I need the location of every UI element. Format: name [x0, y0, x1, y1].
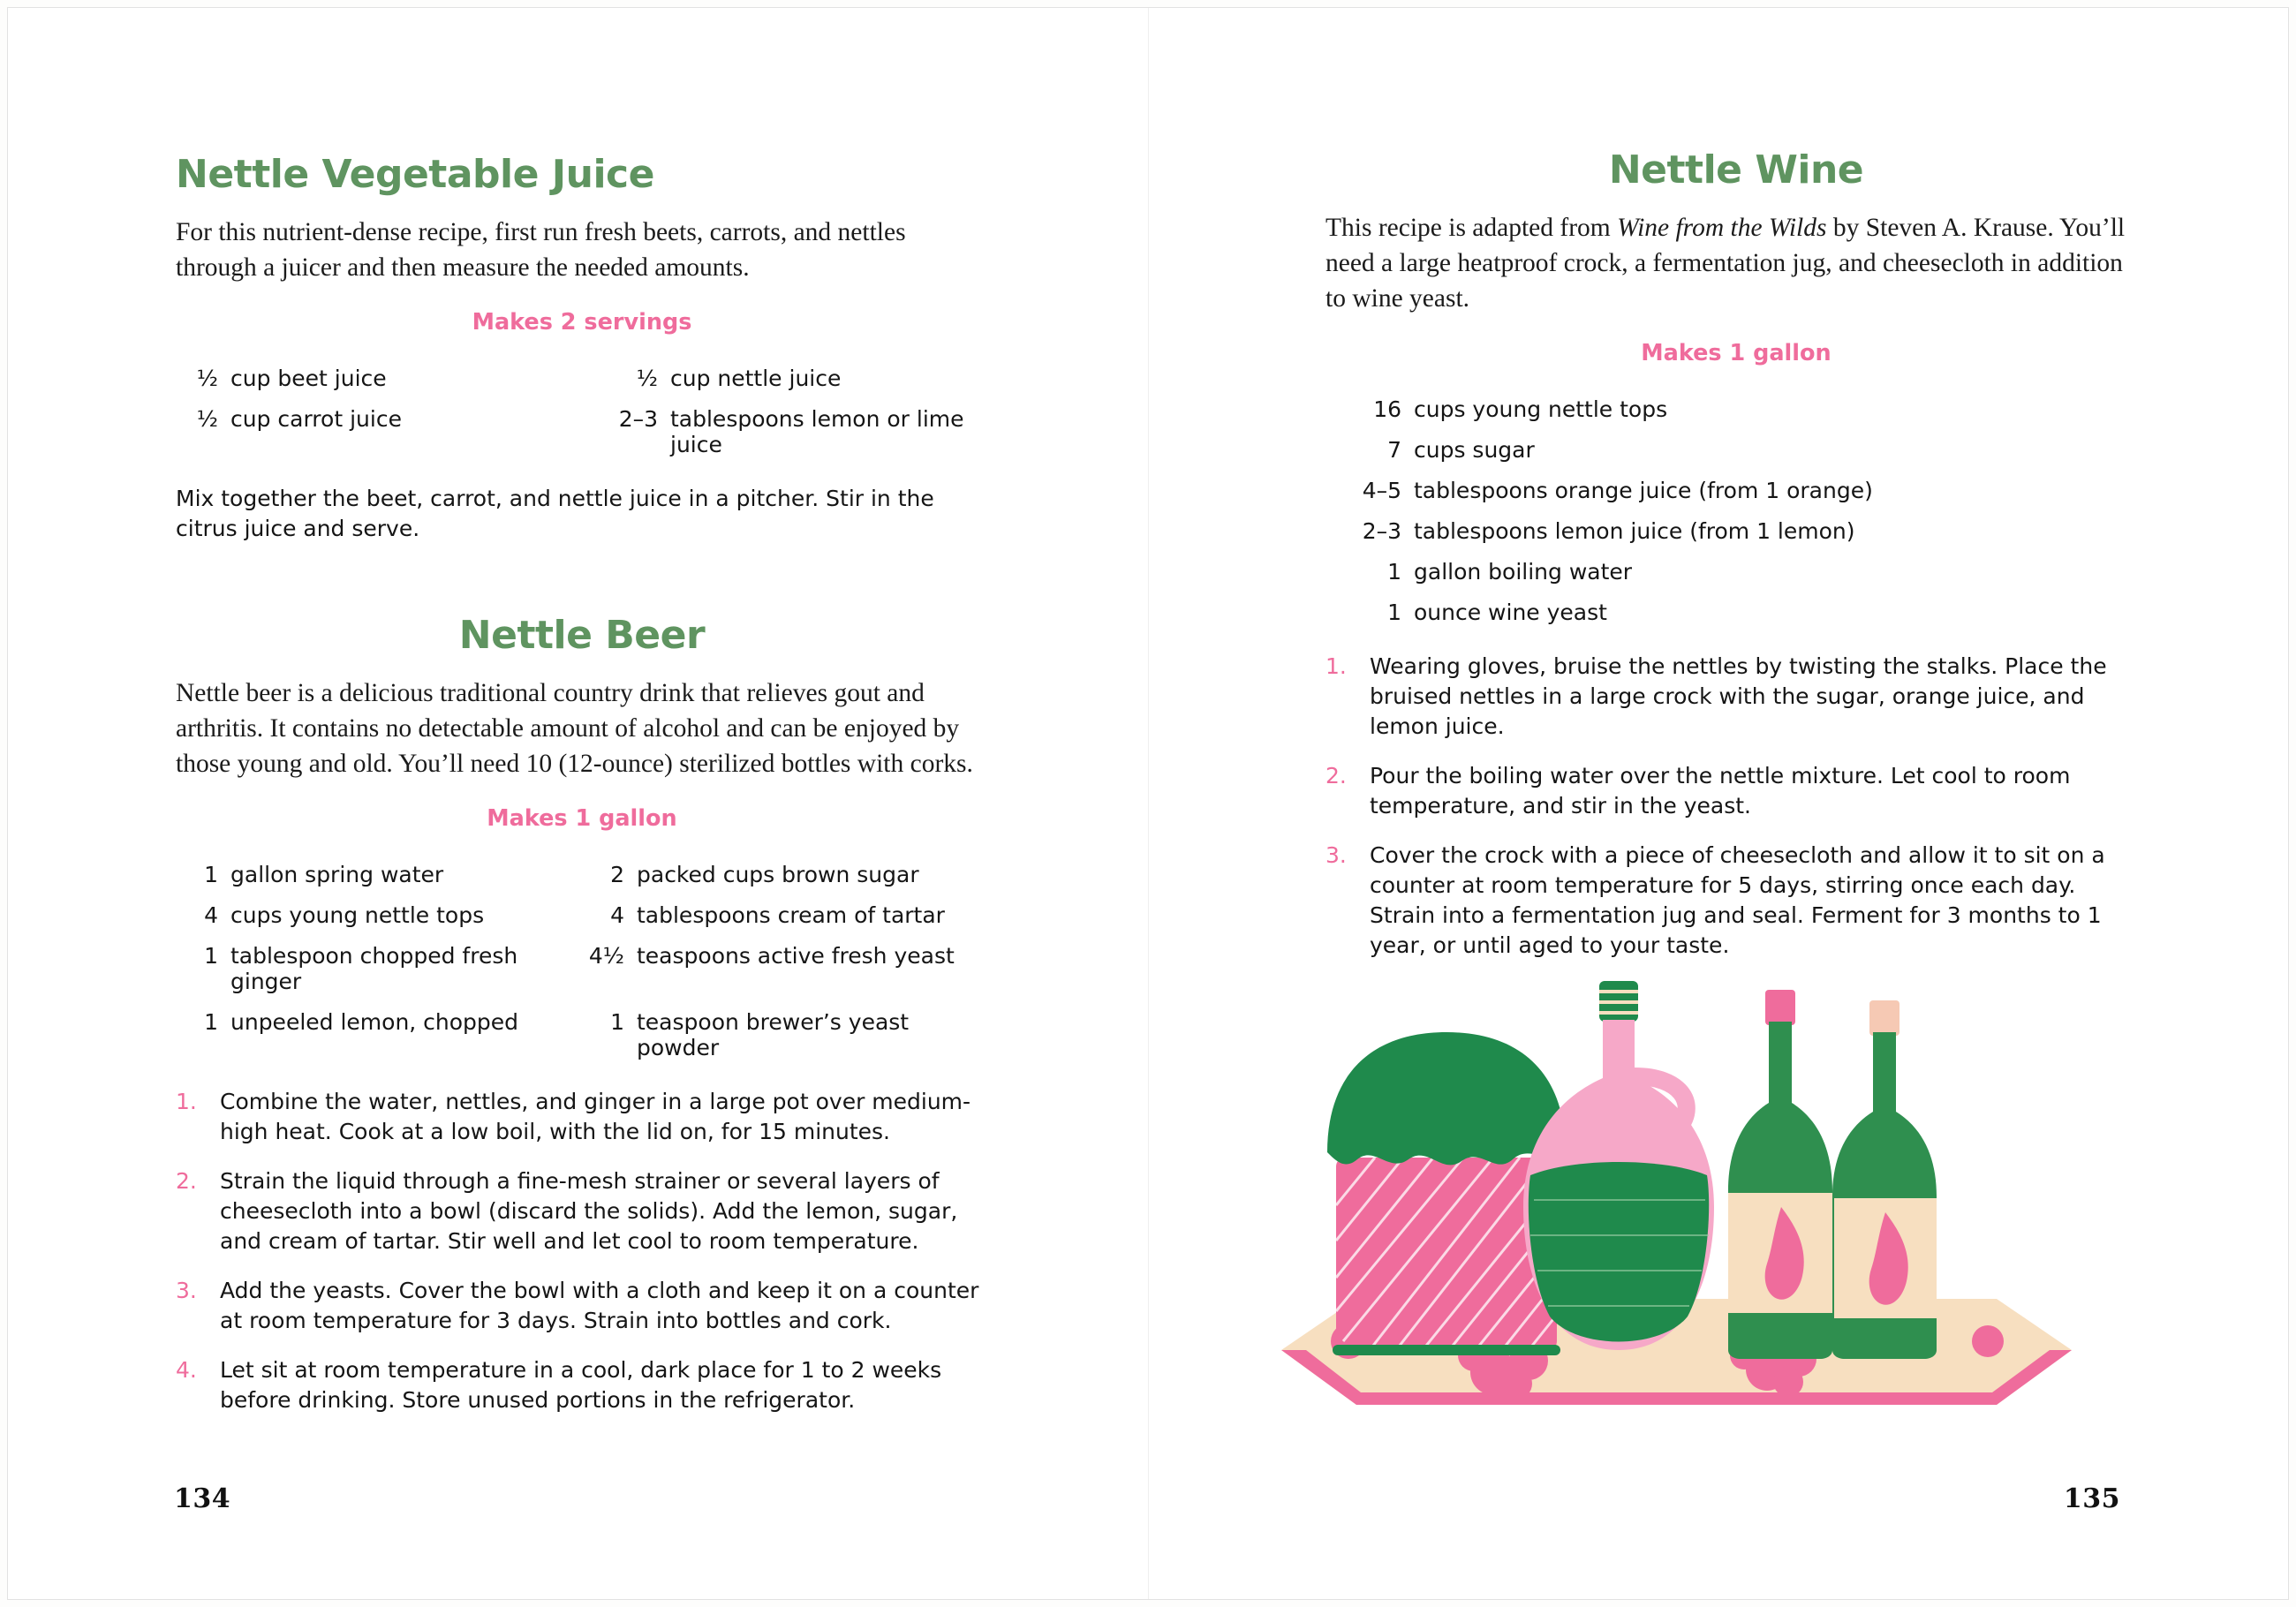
ingredient-amount: 1 [1387, 599, 1401, 625]
step-item [176, 1276, 988, 1336]
cheesecloth-cover [1327, 1032, 1566, 1165]
ingredient-text: cups young nettle tops [1414, 396, 1668, 422]
ingredient-item [176, 406, 582, 457]
recipe-title: Nettle Vegetable Juice [176, 152, 654, 197]
step-text: Strain the liquid through a fine-mesh strainer or several layers of cheesecloth into a bowl (discard the solids). Add the lemon, sugar, and cream of tartar. Stir well and let cool to room temperature. [220, 1167, 958, 1254]
bottle-foil-right [1869, 1000, 1899, 1036]
ingredient-text: cups sugar [1414, 436, 1535, 463]
ingredient-amount: ½ [196, 366, 218, 392]
crock-base [1333, 1345, 1560, 1355]
recipe-method [176, 1087, 988, 1415]
ingredient-amount: 1 [204, 861, 218, 887]
page-number-left: 134 [174, 1483, 231, 1514]
ingredient-amount: 4 [204, 902, 218, 928]
ingredient-text: teaspoons active fresh yeast [637, 942, 955, 969]
ingredient-amount: 2–3 [1362, 517, 1401, 544]
jug-contents [1529, 1162, 1709, 1342]
step-text: Pour the boiling water over the nettle mixture. Let cool to room temperature, and stir in the yeast. [1370, 762, 2071, 819]
ingredient-text: tablespoons lemon juice (from 1 lemon) [1414, 517, 1855, 544]
step-list [1325, 652, 2147, 961]
fermentation-jug [1523, 981, 1714, 1350]
step-number: 1. [1325, 653, 1347, 679]
nettle-wine-illustration [1273, 970, 2111, 1430]
ingredient-amount: 7 [1387, 436, 1401, 463]
ingredient-text: teaspoon brewer’s yeast powder [637, 1008, 910, 1060]
ingredient-item [176, 366, 582, 391]
ingredient-text: cup beet juice [230, 366, 387, 392]
ingredient-amount: 4–5 [1362, 477, 1401, 503]
ingredient-text: cup nettle juice [670, 366, 842, 392]
recipe-nettle-vegetable-juice [176, 154, 988, 544]
ingredient-item [1325, 396, 2147, 422]
step-number: 3. [176, 1277, 197, 1303]
ingredient-text: tablespoon chopped fresh ginger [230, 942, 518, 994]
ingredient-amount: 1 [204, 942, 218, 969]
recipe-method [1325, 652, 2147, 961]
ingredient-text: gallon spring water [230, 861, 444, 887]
ingredient-item [582, 862, 988, 887]
ingredient-item [176, 1009, 582, 1060]
ingredient-item [1325, 559, 2147, 585]
step-item [176, 1087, 988, 1147]
recipe-nettle-wine [1325, 149, 2147, 961]
step-text: Cover the crock with a piece of cheesecloth and allow it to sit on a counter at room temperature for 5 days, stirring once each day. Strain into a fermentation jug and seal. Ferment for 3 months to 1 year, or until aged to your taste. [1370, 841, 2105, 958]
ingredient-text: packed cups brown sugar [637, 861, 919, 887]
intro-text-part1: This recipe is adapted from [1325, 214, 1618, 243]
recipe-intro: For this nutrient-dense recipe, first run fresh beets, carrots, and nettles through a juicer and then measure the needed amounts. [176, 218, 906, 283]
step-item [1325, 761, 2147, 821]
intro-text-part2: by Steven A. Krause. You’ll need a large heatproof crock, a fermentation jug, and cheesecloth in addition to wine yeast. [1325, 214, 2126, 313]
ingredient-amount: ½ [636, 366, 658, 392]
ingredient-item [1325, 478, 2147, 503]
ingredient-amount: ½ [196, 406, 218, 433]
step-item [176, 1355, 988, 1415]
step-number: 3. [1325, 841, 1347, 868]
recipe-method [176, 484, 988, 544]
ingredient-item [1325, 600, 2147, 625]
step-text: Wearing gloves, bruise the nettles by twisting the stalks. Place the bruised nettles in a large crock with the sugar, orange juice, and lemon juice. [1370, 653, 2107, 739]
ingredient-item [582, 366, 988, 391]
ingredient-item [582, 1009, 988, 1060]
ingredient-item [176, 943, 582, 994]
step-number: 2. [176, 1167, 197, 1194]
ingredient-text: tablespoons orange juice (from 1 orange) [1414, 477, 1873, 503]
wine-bottle-left [1728, 990, 1832, 1359]
ingredient-item [582, 943, 988, 994]
ingredient-amount: 1 [1387, 558, 1401, 585]
makes-yield: Makes 1 gallon [1641, 339, 1832, 366]
step-number: 4. [176, 1356, 197, 1383]
ingredient-list [1325, 396, 2147, 625]
ingredient-item [176, 862, 582, 887]
left-column [176, 154, 988, 1435]
page-right [1149, 8, 2288, 1599]
recipe-intro [1325, 211, 2147, 316]
ingredient-list [176, 366, 988, 457]
step-text: Combine the water, nettles, and ginger in a large pot over medium-high heat. Cook at a low boil, with the lid on, for 15 minutes. [220, 1088, 971, 1144]
ingredient-text: tablespoons lemon or lime juice [670, 406, 964, 458]
ingredient-amount: 16 [1373, 396, 1401, 422]
step-text: Let sit at room temperature in a cool, dark place for 1 to 2 weeks before drinking. Store unused portions in the refrigerator. [220, 1356, 942, 1413]
step-item [1325, 652, 2147, 742]
step-item [176, 1166, 988, 1256]
recipe-intro: Nettle beer is a delicious traditional country drink that relieves gout and arthritis. It contains no detectable amount of alcohol and can be enjoyed by those young and old. You’ll need 10 (12-ounce) sterilized bottles with corks. [176, 679, 973, 779]
book-title-italic: Wine from the Wilds [1617, 214, 1827, 243]
method-paragraph: Mix together the beet, carrot, and nettle juice in a pitcher. Stir in the citrus juice and serve. [176, 486, 934, 542]
ingredient-amount: 1 [204, 1008, 218, 1035]
recipe-title: Nettle Wine [1608, 147, 1864, 192]
step-number: 1. [176, 1088, 197, 1114]
makes-yield: Makes 1 gallon [487, 804, 677, 832]
bottle-foil-left [1765, 990, 1795, 1025]
step-item [1325, 841, 2147, 961]
step-list [176, 1087, 988, 1415]
ingredient-text: ounce wine yeast [1414, 599, 1607, 625]
ingredient-amount: 2–3 [618, 406, 658, 433]
ingredient-text: cups young nettle tops [230, 902, 485, 928]
ingredient-list [176, 862, 988, 1060]
illustration-svg [1273, 970, 2111, 1430]
step-text: Add the yeasts. Cover the bowl with a cloth and keep it on a counter at room temperature for 3 days. Strain into bottles and cork. [220, 1277, 979, 1333]
ingredient-item [582, 406, 988, 457]
ingredient-amount: 1 [610, 1008, 624, 1035]
recipe-title: Nettle Beer [458, 613, 706, 659]
wine-bottle-right [1832, 1000, 1937, 1359]
ingredient-item [1325, 437, 2147, 463]
ingredient-amount: 4½ [588, 942, 624, 969]
ingredient-text: gallon boiling water [1414, 558, 1633, 585]
recipe-nettle-beer [176, 615, 988, 1415]
ingredient-amount: 4 [610, 902, 624, 928]
ingredient-text: unpeeled lemon, chopped [230, 1008, 519, 1035]
ingredient-item [1325, 518, 2147, 544]
ingredient-amount: 2 [610, 861, 624, 887]
ingredient-item [582, 902, 988, 928]
page-number-right: 135 [2063, 1483, 2120, 1514]
ingredient-text: cup carrot juice [230, 406, 402, 433]
page-left [8, 8, 1149, 1599]
ingredient-item [176, 902, 582, 928]
right-column [1325, 149, 2147, 980]
ingredient-text: tablespoons cream of tartar [637, 902, 945, 928]
spread-inner [7, 7, 2289, 1600]
step-number: 2. [1325, 762, 1347, 788]
makes-yield: Makes 2 servings [472, 309, 692, 336]
